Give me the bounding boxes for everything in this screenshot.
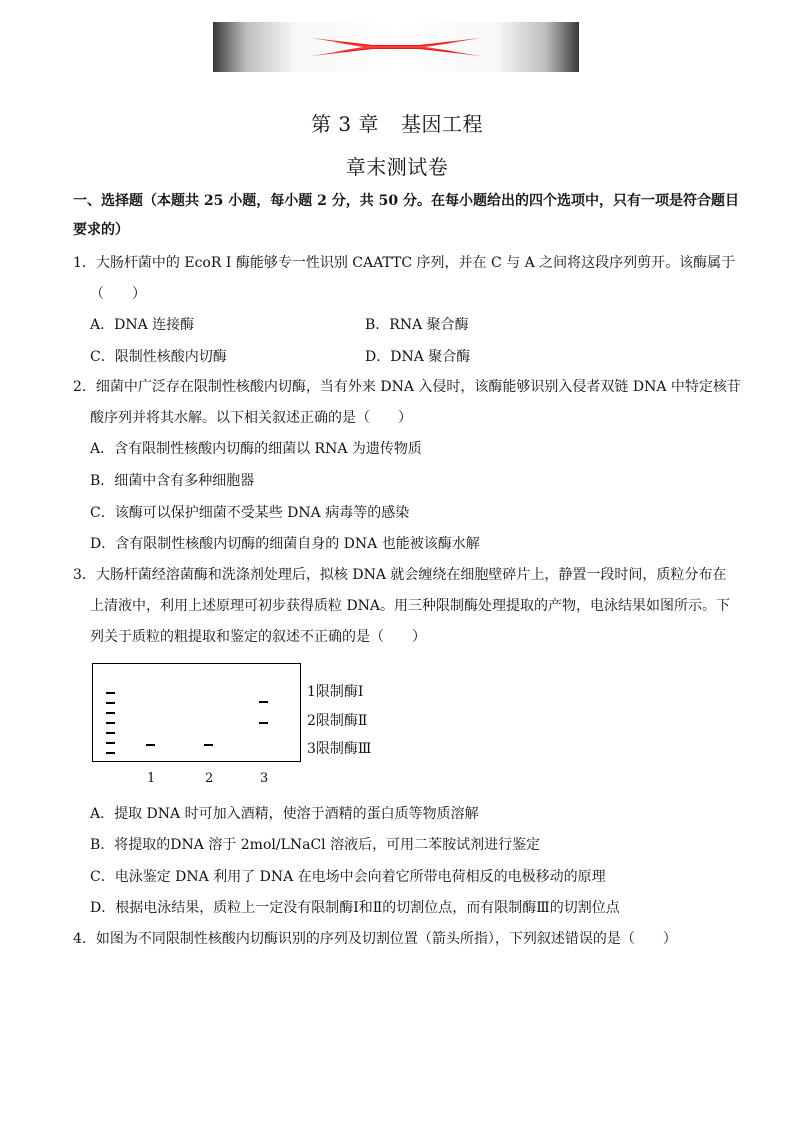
q1-stem-line2: （ ） <box>90 286 146 302</box>
q4-stem-line1: 4．如图为不同限制性核酸内切酶识别的序列及切割位置（箭头所指），下列叙述错误的是（ ） <box>73 931 677 947</box>
gel-band <box>106 712 115 714</box>
q3-stem-line2: 上清液中，利用上述原理可初步获得质粒 DNA。用三种限制酶处理提取的产物，电泳结果如图所示。下 <box>90 598 731 614</box>
gel-band <box>259 722 268 724</box>
q3-option-c: C．电泳鉴定 DNA 利用了 DNA 在电场中会向着它所带电荷相反的电极移动的原理 <box>90 869 606 885</box>
gel-band <box>106 722 115 724</box>
q3-option-d: D．根据电泳结果，质粒上一定没有限制酶Ⅰ和Ⅱ的切割位点，而有限制酶Ⅲ的切割位点 <box>90 900 620 916</box>
chapter-number: 第 3 章 <box>311 112 379 136</box>
chapter-topic: 基因工程 <box>400 112 483 136</box>
red-x-banner-icon <box>213 22 579 72</box>
q2-stem-line2: 酸序列并将其水解。以下相关叙述正确的是（ ） <box>90 410 412 426</box>
q2-option-c: C．该酶可以保护细菌不受某些 DNA 病毒等的感染 <box>90 505 410 521</box>
gel-band <box>106 732 115 734</box>
gel-band <box>204 744 213 746</box>
header-banner <box>213 22 579 72</box>
q2-option-a: A．含有限制性核酸内切酶的细菌以 RNA 为遗传物质 <box>90 441 422 457</box>
page-subtitle: 章末测试卷 <box>345 155 449 179</box>
q3-stem-line3: 列关于质粒的粗提取和鉴定的叙述不正确的是（ ） <box>90 629 426 645</box>
gel-label-enzyme-1: 1限制酶Ⅰ <box>307 684 364 700</box>
chapter-title <box>0 108 794 137</box>
gel-lane-label-3: 3 <box>260 771 269 786</box>
q3-option-a: A．提取 DNA 时可加入酒精，使溶于酒精的蛋白质等物质溶解 <box>90 806 479 822</box>
section-heading-line1: 一、选择题（本题共 25 小题，每小题 2 分，共 50 分。在每小题给出的四个选项中，只有一项是符合题目 <box>73 193 739 209</box>
q1-option-b: B．RNA 聚合酶 <box>365 317 469 333</box>
gel-band <box>146 744 155 746</box>
gel-label-enzyme-3: 3限制酶Ⅲ <box>307 741 372 757</box>
gel-band <box>106 692 115 694</box>
q3-stem-line1: 3．大肠杆菌经溶菌酶和洗涤剂处理后，拟核 DNA 就会缠绕在细胞壁碎片上，静置一段时间，质粒分布在 <box>73 567 727 583</box>
gel-lane-label-2: 2 <box>205 771 214 786</box>
q2-option-b: B．细菌中含有多种细胞器 <box>90 473 255 489</box>
q3-option-b: B．将提取的DNA 溶于 2mol/LNaCl 溶液后，可用二苯胺试剂进行鉴定 <box>90 837 541 853</box>
q2-option-d: D．含有限制性核酸内切酶的细菌自身的 DNA 也能被该酶水解 <box>90 536 480 552</box>
gel-band <box>106 742 115 744</box>
gel-band <box>259 701 268 703</box>
q1-option-a: A．DNA 连接酶 <box>90 317 195 333</box>
gel-label-enzyme-2: 2限制酶Ⅱ <box>307 713 368 729</box>
q1-option-d: D．DNA 聚合酶 <box>365 349 471 365</box>
gel-band <box>106 752 115 754</box>
section-heading-line2: 要求的） <box>73 222 129 238</box>
q2-stem-line1: 2．细菌中广泛存在限制性核酸内切酶，当有外来 DNA 入侵时，该酶能够识别入侵者双链 DNA 中特定核苷 <box>73 379 741 395</box>
gel-band <box>106 702 115 704</box>
gel-lane-label-1: 1 <box>147 771 156 786</box>
q1-option-c: C．限制性核酸内切酶 <box>90 349 227 365</box>
electrophoresis-gel <box>92 663 301 762</box>
q1-stem-line1: 1．大肠杆菌中的 EcoR I 酶能够专一性识别 CAATTC 序列，并在 C 与 A 之间将这段序列剪开。该酶属于 <box>73 255 736 271</box>
